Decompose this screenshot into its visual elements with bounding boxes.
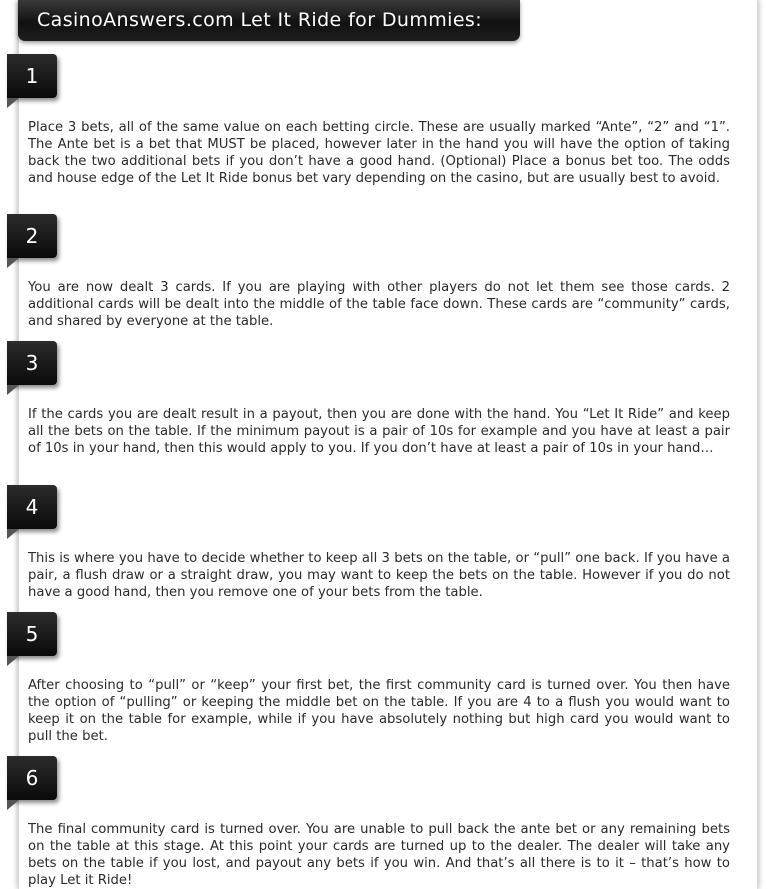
step-description: The final community card is turned over. You are unable to pull back the ante bet or any remaining bets on the table at this stage. At this point your cards are turned up to the dealer. The dealer will take any bets on the table if you lost, and payout any bets if you win. And that’s all there is to it – that’s how to play Let it Ride! xyxy=(28,822,730,888)
step-number-badge xyxy=(7,54,57,98)
step-number: 2 xyxy=(25,224,39,248)
step-description: You are now dealt 3 cards. If you are playing with other players do not let them see those cards. 2 additional cards will be dealt into the middle of the table face down. These cards are “community” cards, and shared by everyone at the table. xyxy=(28,280,730,329)
page-title: CasinoAnswers.com Let It Ride for Dummies: xyxy=(37,9,483,31)
step-number-badge xyxy=(7,756,57,800)
step-description: Place 3 bets, all of the same value on each betting circle. These are usually marked “Ante”, “2” and “1”. The Ante bet is a bet that MUST be placed, however later in the hand you will have the option of taking back the two additional bets if you don’t have a good hand. (Optional) Place a bonus bet too. The odds and house edge of the Let It Ride bonus bet vary depending on the casino, but are usually best to avoid. xyxy=(28,120,730,186)
step-description: This is where you have to decide whether to keep all 3 bets on the table, or “pull” one back. If you have a pair, a flush draw or a straight draw, you may want to keep the bets on the table. However if you do not have a good hand, then you remove one of your bets from the table. xyxy=(28,551,730,600)
step-number: 5 xyxy=(25,622,39,646)
step-description: After choosing to “pull” or “keep” your first bet, the first community card is turned over. You then have the option of “pulling” or keeping the middle bet on the table. If you are 4 to a flush you would want to keep it on the table for example, while if you have absolutely nothing but high card you would want to pull the bet. xyxy=(28,678,730,744)
step-number: 1 xyxy=(25,64,39,88)
step-number: 4 xyxy=(25,495,39,519)
step-number-badge xyxy=(7,612,57,656)
step-number-badge xyxy=(7,341,57,385)
title-banner xyxy=(18,0,520,41)
step-description: If the cards you are dealt result in a payout, then you are done with the hand. You “Let It Ride” and keep all the bets on the table. If the minimum payout is a pair of 10s for example and you have at least a pair of 10s in your hand, then this would apply to you. If you don’t have at least a pair of 10s in your hand… xyxy=(28,407,730,456)
step-number: 3 xyxy=(25,351,39,375)
step-number-badge xyxy=(7,214,57,258)
step-number-badge xyxy=(7,485,57,529)
step-number: 6 xyxy=(25,766,39,790)
